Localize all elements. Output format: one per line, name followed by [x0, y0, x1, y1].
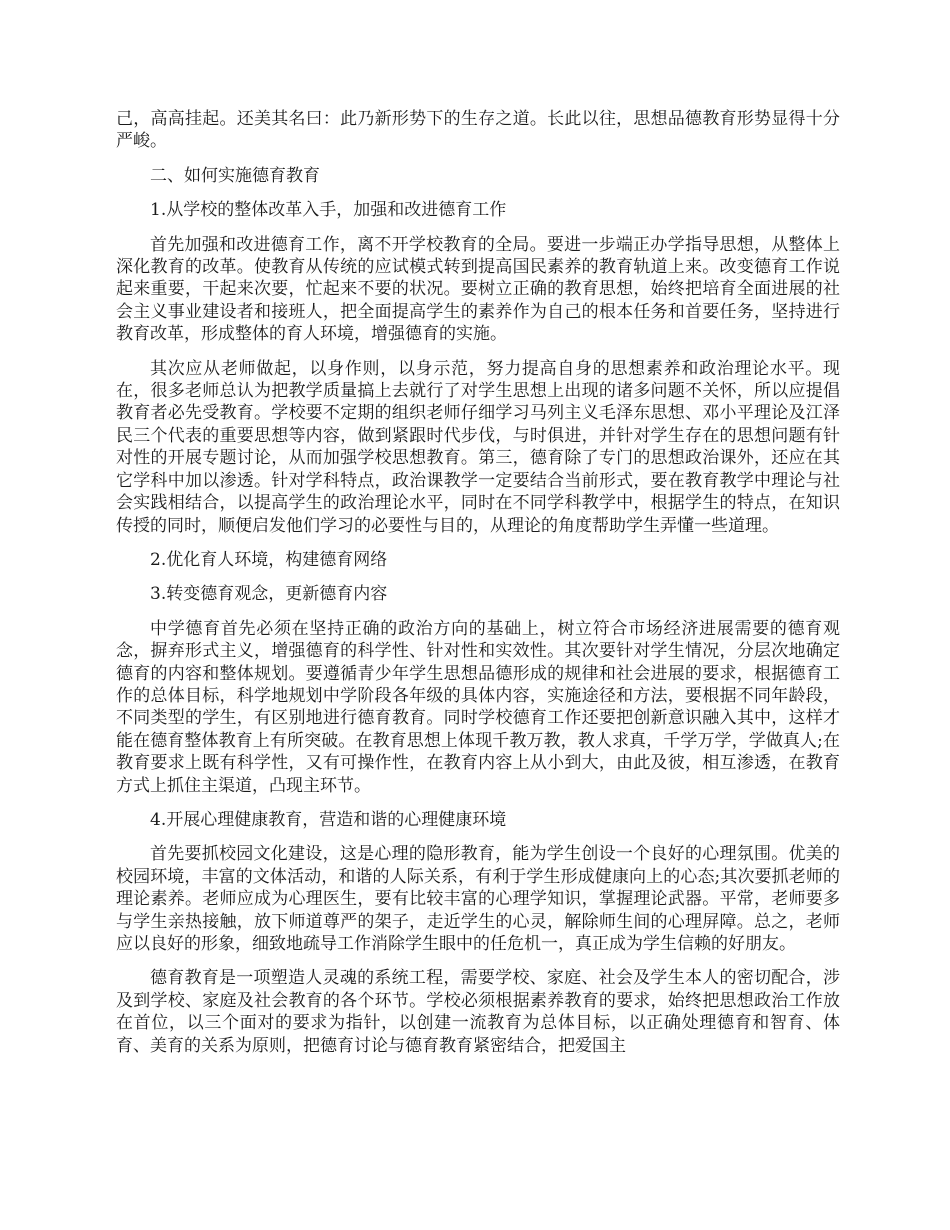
subsection-heading-1: 1.从学校的整体改革入手，加强和改进德育工作	[150, 200, 507, 221]
body-paragraph: 首先加强和改进德育工作，离不开学校教育的全局。要进一步端正办学指导思想，从整体上深化教育的改革。使教育从传统的应试模式转到提高国民素养的教育轨道上来。改变德育工作说起来重要，干起来次要，忙起来不要的状况。要树立正确的教育思想，始终把培育全面进展的社会主义事业建设者和接班人，把全面提高学生的素养作为自己的根本任务和首要任务，坚持进行教育改革，形成整体的育人环境，增强德育的实施。	[116, 234, 840, 345]
body-paragraph: 其次应从老师做起，以身作则，以身示范，努力提高自身的思想素养和政治理论水平。现在，很多老师总认为把教学质量搞上去就行了对学生思想上出现的诸多问题不关怀，所以应提倡教育者必先受教育。学校要不定期的组织老师仔细学习马列主义毛泽东思想、邓小平理论及江泽民三个代表的重要思想等内容，做到紧跟时代步伐，与时俱进，并针对学生存在的思想问题有针对性的开展专题讨论，从而加强学校思想教育。第三，德育除了专门的思想政治课外，还应在其它学科中加以渗透。针对学科特点，政治课教学一定要结合当前形式，要在教育教学中理论与社会实践相结合，以提高学生的政治理论水平，同时在不同学科教学中，根据学生的特点，在知识传授的同时，顺便启发他们学习的必要性与目的，从理论的角度帮助学生弄懂一些道理。	[116, 358, 840, 536]
document-page	[116, 108, 840, 1069]
paragraph-continuation: 己，高高挂起。还美其名曰：此乃新形势下的生存之道。长此以往，思想品德教育形势显得十分严峻。	[116, 109, 840, 152]
subsection-heading-3: 3.转变德育观念，更新德育内容	[150, 584, 388, 605]
body-paragraph: 首先要抓校园文化建设，这是心理的隐形教育，能为学生创设一个良好的心理氛围。优美的校园环境，丰富的文体活动，和谐的人际关系，有利于学生形成健康向上的心态;其次要抓老师的理论素养。老师应成为心理医生，要有比较丰富的心理学知识，掌握理论武器。平常，老师要多与学生亲热接触，放下师道尊严的架子，走近学生的心灵，解除师生间的心理屏障。总之，老师应以良好的形象，细致地疏导工作消除学生眼中的任危机一，真正成为学生信赖的好朋友。	[116, 844, 840, 954]
body-paragraph: 德育教育是一项塑造人灵魂的系统工程，需要学校、家庭、社会及学生本人的密切配合，涉及到学校、家庭及社会教育的各个环节。学校必须根据素养教育的要求，始终把思想政治工作放在首位，以三个面对的要求为指针，以创建一流教育为总体目标，以正确处理德育和智育、体育、美育的关系为原则，把德育讨论与德育教育紧密结合，把爱国主	[116, 968, 840, 1056]
subsection-heading-4: 4.开展心理健康教育，营造和谐的心理健康环境	[150, 809, 507, 830]
subsection-heading-2: 2.优化育人环境，构建德育网络	[150, 549, 388, 570]
section-heading: 二、如何实施德育教育	[150, 165, 320, 186]
body-paragraph: 中学德育首先必须在坚持正确的政治方向的基础上，树立符合市场经济进展需要的德育观念，摒弃形式主义，增强德育的科学性、针对性和实效性。其次要针对学生情况，分层次地确定德育的内容和整体规划。要遵循青少年学生思想品德形成的规律和社会进展的要求，根据德育工作的总体目标，科学地规划中学阶段各年级的具体内容，实施途径和方法，要根据不同年龄段，不同类型的学生，有区别地进行德育教育。同时学校德育工作还要把创新意识融入其中，这样才能在德育整体教育上有所突破。在教育思想上体现千教万教，教人求真，千学万学，学做真人;在教育要求上既有科学性，又有可操作性，在教育内容上从小到大，由此及彼，相互渗透，在教育方式上抓住主渠道，凸现主环节。	[116, 618, 840, 796]
